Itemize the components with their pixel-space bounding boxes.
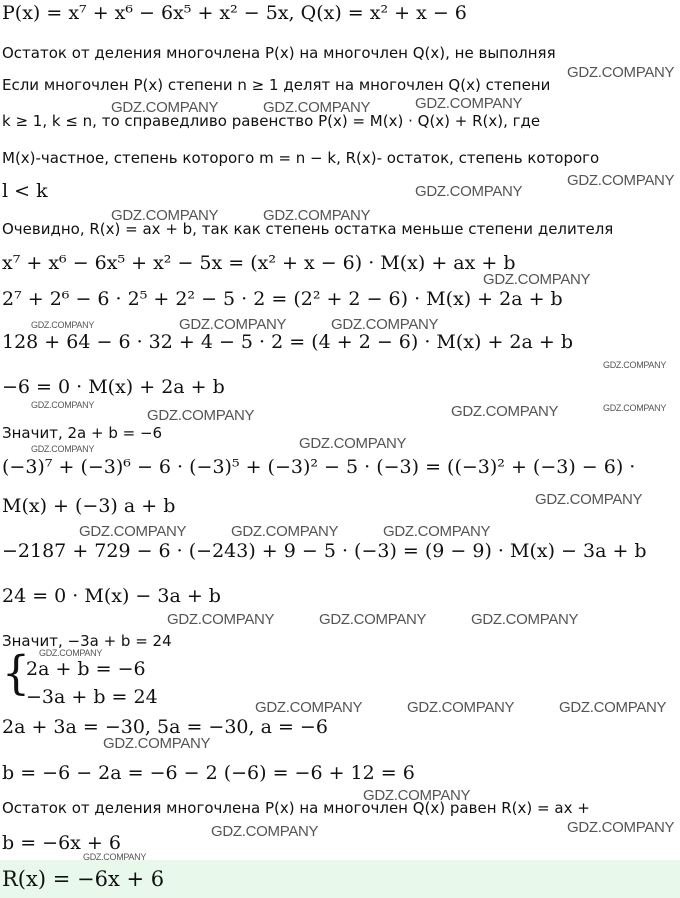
system-eq-1: 2a + b = −6 — [26, 658, 146, 680]
watermark: GDZ.COMPANY — [407, 699, 515, 716]
computation-2: 128 + 64 − 6 · 32 + 4 − 5 · 2 = (4 + 2 − 6) · M(x) + 2a + b — [2, 331, 573, 353]
theory-line-4: l < k — [2, 180, 48, 202]
watermark: GDZ.COMPANY — [415, 95, 523, 112]
final-statement: Остаток от деления многочлена P(x) на многочлен Q(x) равен R(x) = ax + — [2, 799, 590, 817]
conclusion-2: Значит, −3a + b = 24 — [2, 632, 172, 650]
watermark: GDZ.COMPANY — [263, 207, 371, 224]
watermark: GDZ.COMPANY — [383, 523, 491, 540]
watermark: GDZ.COMPANY — [111, 207, 219, 224]
answer-text: R(x) = −6x + 6 — [2, 867, 165, 891]
watermark: GDZ.COMPANY — [79, 523, 187, 540]
system-brace: { — [2, 646, 30, 701]
watermark: GDZ.COMPANY — [39, 648, 103, 658]
watermark: GDZ.COMPANY — [567, 64, 675, 81]
final-statement-cont: b = −6x + 6 — [2, 832, 121, 854]
watermark: GDZ.COMPANY — [31, 400, 95, 410]
solve-a: 2a + 3a = −30, 5a = −30, a = −6 — [2, 716, 328, 738]
watermark: GDZ.COMPANY — [83, 852, 147, 862]
conclusion-1: Значит, 2a + b = −6 — [2, 424, 163, 442]
watermark: GDZ.COMPANY — [451, 403, 559, 420]
watermark: GDZ.COMPANY — [111, 99, 219, 116]
watermark: GDZ.COMPANY — [483, 271, 591, 288]
given-polynomials: P(x) = x⁷ + x⁶ − 6x⁵ + x² − 5x, Q(x) = x² + x − 6 — [2, 2, 467, 24]
watermark: GDZ.COMPANY — [331, 316, 439, 333]
watermark: GDZ.COMPANY — [31, 320, 95, 330]
watermark: GDZ.COMPANY — [471, 611, 579, 628]
watermark: GDZ.COMPANY — [415, 183, 523, 200]
watermark: GDZ.COMPANY — [567, 819, 675, 836]
watermark: GDZ.COMPANY — [103, 735, 211, 752]
watermark: GDZ.COMPANY — [319, 611, 427, 628]
remainder-form: Очевидно, R(x) = ax + b, так как степень остатка меньше степени делителя — [2, 220, 614, 238]
watermark: GDZ.COMPANY — [147, 407, 255, 424]
watermark: GDZ.COMPANY — [167, 611, 275, 628]
system-eq-2: −3a + b = 24 — [26, 686, 158, 708]
theory-line-3: M(x)-частное, степень которого m = n − k, R(x)- остаток, степень которого — [2, 149, 600, 167]
watermark: GDZ.COMPANY — [299, 435, 407, 452]
theory-line-1: Если многочлен P(x) степени n ≥ 1 делят на многочлен Q(x) степени — [2, 76, 551, 94]
watermark: GDZ.COMPANY — [363, 787, 471, 804]
watermark: GDZ.COMPANY — [31, 444, 95, 454]
watermark: GDZ.COMPANY — [535, 491, 643, 508]
substitution-minus3-cont: M(x) + (−3) a + b — [2, 495, 176, 517]
theory-line-2: k ≥ 1, k ≤ n, то справедливо равенство P(x) = M(x) · Q(x) + R(x), где — [2, 112, 541, 130]
solve-b: b = −6 − 2a = −6 − 2 (−6) = −6 + 12 = 6 — [2, 762, 415, 784]
watermark: GDZ.COMPANY — [567, 172, 675, 189]
watermark: GDZ.COMPANY — [603, 360, 667, 370]
substitution-minus3: (−3)⁷ + (−3)⁶ − 6 · (−3)⁵ + (−3)² − 5 · (−3) = ((−3)² + (−3) − 6) · — [2, 456, 636, 478]
result-2: −6 = 0 · M(x) + 2a + b — [2, 376, 225, 398]
watermark: GDZ.COMPANY — [255, 699, 363, 716]
watermark: GDZ.COMPANY — [211, 823, 319, 840]
result-minus3: 24 = 0 · M(x) − 3a + b — [2, 585, 221, 607]
watermark: GDZ.COMPANY — [231, 523, 339, 540]
task-text: Остаток от деления многочлена P(x) на многочлен Q(x), не выполняя — [2, 44, 556, 62]
watermark: GDZ.COMPANY — [603, 403, 667, 413]
computation-minus3: −2187 + 729 − 6 · (−243) + 9 − 5 · (−3) = (9 − 9) · M(x) − 3a + b — [2, 540, 647, 562]
identity-equation: x⁷ + x⁶ − 6x⁵ + x² − 5x = (x² + x − 6) · M(x) + ax + b — [2, 252, 516, 274]
watermark: GDZ.COMPANY — [263, 99, 371, 116]
watermark: GDZ.COMPANY — [559, 699, 667, 716]
watermark: GDZ.COMPANY — [179, 316, 287, 333]
substitution-2: 2⁷ + 2⁶ − 6 · 2⁵ + 2² − 5 · 2 = (2² + 2 − 6) · M(x) + 2a + b — [2, 288, 563, 310]
